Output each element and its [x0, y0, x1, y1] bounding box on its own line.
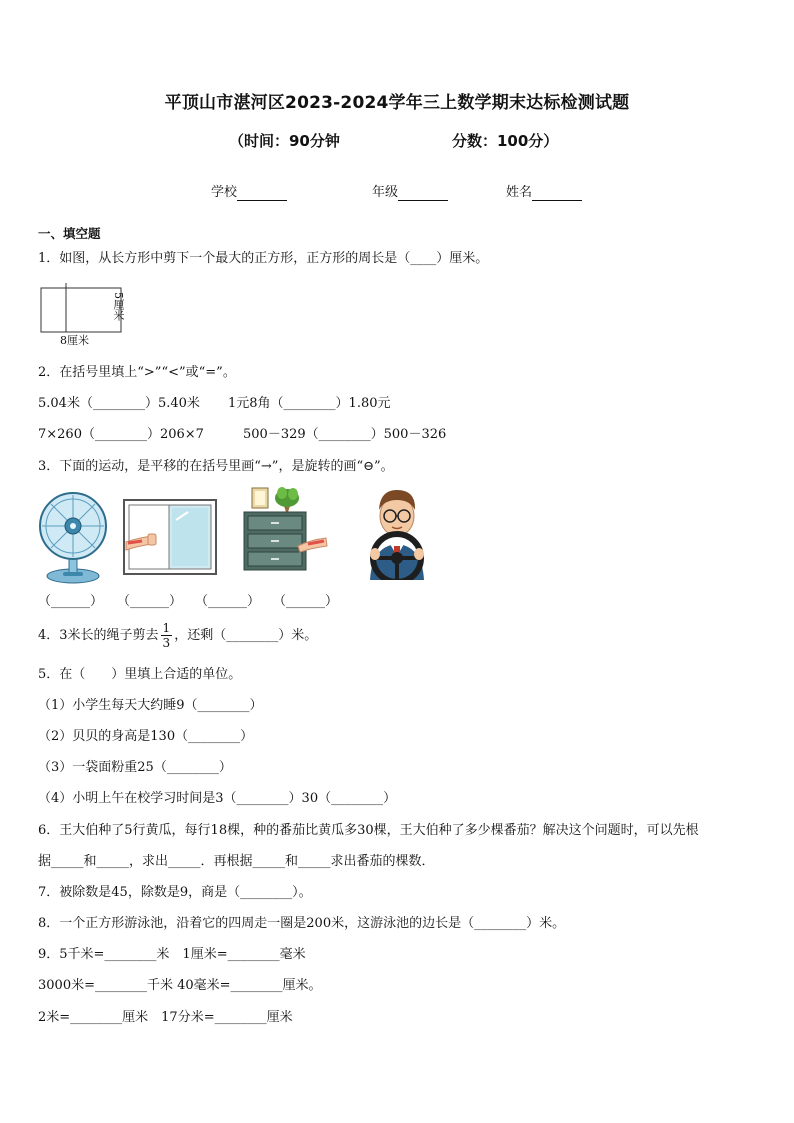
drawer-cabinet-image [238, 484, 330, 574]
q2-compare-1b[interactable]: 1元8角（________）1.80元 [228, 396, 391, 411]
q3-answer-drawer[interactable]: （______） [195, 594, 261, 609]
question-9-row-3[interactable]: 2米=________厘米 17分米=________厘米 [38, 1010, 293, 1025]
school-label: 学校 [211, 185, 238, 200]
question-6-line-2[interactable]: 据_____和_____，求出_____．再根据_____和_____求出番茄的棵数． [38, 854, 435, 869]
name-label: 姓名 [506, 185, 533, 200]
section-heading: 一、填空题 [38, 226, 101, 241]
question-8[interactable]: 8．一个正方形游泳池，沿着它的四周走一圈是200米，这游泳池的边长是（________）米。 [38, 916, 566, 931]
q5-item-3[interactable]: （3）一袋面粉重25（________） [38, 760, 232, 775]
school-field[interactable] [211, 181, 287, 201]
q5-item-4[interactable]: （4）小明上午在校学习时间是3（________）30（________） [38, 791, 397, 806]
q3-answer-steering[interactable]: （______） [273, 594, 339, 609]
exam-time: （时间：90分钟 [229, 132, 340, 150]
question-6-line-1: 6．王大伯种了5行黄瓜，每行18棵，种的番茄比黄瓜多30棵，王大伯种了多少棵番茄？解决这个问题时，可以先根 [38, 823, 699, 838]
question-1: 1．如图，从长方形中剪下一个最大的正方形，正方形的周长是（____）厘米。 [38, 251, 489, 266]
question-7[interactable]: 7．被除数是45，除数是9，商是（________）。 [38, 885, 312, 900]
question-2: 2．在括号里填上“>”“<”或“=”。 [38, 365, 236, 380]
q4-text-before: 4．3米长的绳子剪去 [38, 628, 159, 643]
side-dimension-label: 5厘米 [112, 292, 125, 321]
name-blank[interactable] [532, 185, 582, 201]
question-5: 5．在（ ）里填上合适的单位。 [38, 667, 242, 682]
school-blank[interactable] [237, 185, 287, 201]
page-title: 平顶山市湛河区2023-2024学年三上数学期末达标检测试题 [164, 93, 630, 113]
q4-text-after[interactable]: ，还剩（________）米。 [174, 628, 318, 643]
q2-compare-2a[interactable]: 7×260（________）206×7 [38, 427, 204, 442]
question-9-row-2[interactable]: 3000米=________千米 40毫米=________厘米。 [38, 978, 322, 993]
exam-score: 分数：100分） [452, 132, 559, 150]
sliding-window-image [122, 498, 218, 576]
fraction-one-third [161, 621, 173, 650]
q2-compare-1a[interactable]: 5.04米（________）5.40米 [38, 396, 200, 411]
bottom-dimension-label: 8厘米 [60, 334, 89, 347]
q5-item-1[interactable]: （1）小学生每天大约睡9（________） [38, 698, 263, 713]
question-9-row-1[interactable]: 9．5千米=________米 1厘米=________毫米 [38, 947, 306, 962]
q3-answer-window[interactable]: （______） [117, 594, 183, 609]
q3-answer-fan[interactable]: （______） [38, 594, 104, 609]
grade-label: 年级 [372, 185, 399, 200]
driver-steering-wheel-image [360, 486, 434, 580]
grade-field[interactable] [372, 181, 448, 201]
grade-blank[interactable] [398, 185, 448, 201]
fraction-numerator: 1 [162, 621, 171, 635]
question-4 [38, 621, 317, 651]
question-3: 3．下面的运动，是平移的在括号里画“→”，是旋转的画“⊖”。 [38, 459, 394, 474]
q5-item-2[interactable]: （2）贝贝的身高是130（________） [38, 729, 254, 744]
fraction-denominator: 3 [162, 636, 171, 650]
q2-compare-2b[interactable]: 500－329（________）500－326 [243, 427, 447, 442]
name-field[interactable] [506, 181, 582, 201]
electric-fan-image [36, 490, 110, 586]
